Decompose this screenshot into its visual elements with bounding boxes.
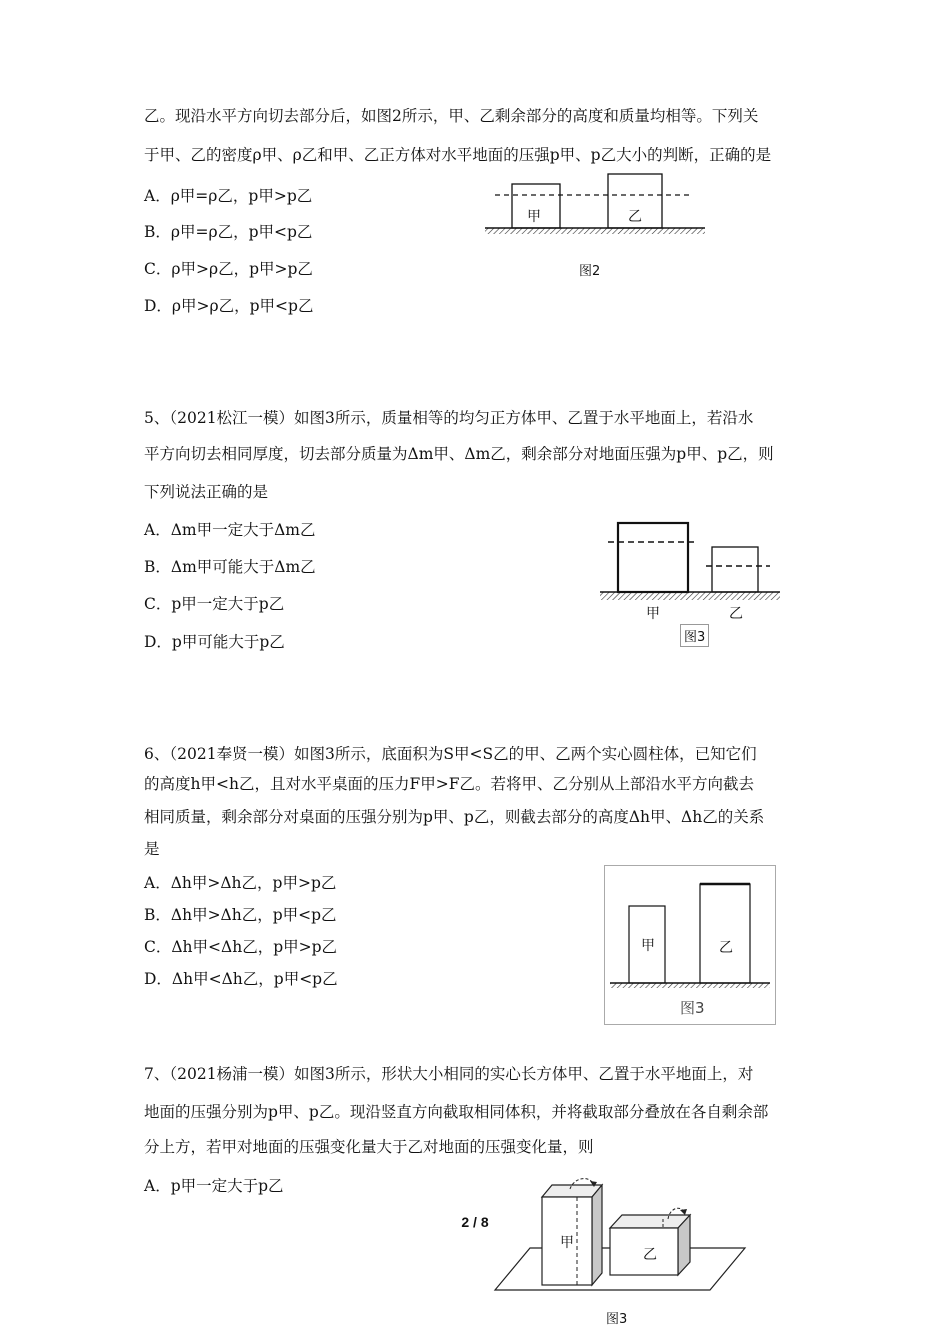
q6-option-c: C．Δh甲<Δh乙，p甲>p乙	[144, 938, 338, 956]
cylinder-yi	[700, 884, 750, 983]
q6-line-2: 的高度h甲<h乙，且对水平桌面的压力F甲>F乙。若将甲、乙分别从上部沿水平方向截去	[144, 775, 754, 793]
q6-label-yi: 乙	[719, 940, 733, 956]
q5-option-a: A．Δm甲一定大于Δm乙	[144, 521, 316, 539]
q6-line-3: 相同质量，剩余部分对桌面的压强分别为p甲、p乙，则截去部分的高度Δh甲、Δh乙的关系	[144, 808, 765, 826]
q4-label-yi: 乙	[628, 209, 642, 225]
cube-jia	[618, 523, 688, 592]
q4-line-2: 于甲、乙的密度ρ甲、ρ乙和甲、乙正方体对水平地面的压强p甲、p乙大小的判断，正确的是	[144, 146, 772, 164]
ground-hatch	[600, 592, 780, 600]
q7-figure-caption: 图3	[606, 1312, 628, 1327]
q5-line-2: 平方向切去相同厚度，切去部分质量为Δm甲、Δm乙，剩余部分对地面压强为p甲、p乙，则	[144, 445, 774, 463]
block-jia-side	[592, 1185, 602, 1285]
q4-figure-caption: 图2	[579, 264, 601, 279]
q4-option-c: C．ρ甲>ρ乙，p甲>p乙	[144, 260, 313, 278]
q7-figure	[490, 1175, 750, 1300]
q5-label-yi: 乙	[729, 606, 743, 622]
q4-figure	[480, 168, 710, 238]
q6-line-4: 是	[144, 840, 160, 858]
q5-figure-caption: 图3	[680, 624, 709, 647]
q5-line-3: 下列说法正确的是	[144, 483, 269, 501]
q5-option-b: B．Δm甲可能大于Δm乙	[144, 558, 316, 576]
q7-option-a: A．p甲一定大于p乙	[144, 1177, 284, 1195]
page-number: 2 / 8	[461, 1214, 489, 1230]
q7-label-yi: 乙	[643, 1247, 657, 1263]
q7-line-3: 分上方，若甲对地面的压强变化量大于乙对地面的压强变化量，则	[144, 1138, 594, 1156]
q5-option-c: C．p甲一定大于p乙	[144, 595, 285, 613]
q6-option-a: A．Δh甲>Δh乙，p甲>p乙	[144, 874, 337, 892]
q4-line-1: 乙。现沿水平方向切去部分后，如图2所示，甲、乙剩余部分的高度和质量均相等。下列关	[144, 107, 759, 125]
q6-option-b: B．Δh甲>Δh乙，p甲<p乙	[144, 906, 337, 924]
q6-option-d: D．Δh甲<Δh乙，p甲<p乙	[144, 970, 338, 988]
q5-line-1: 5、（2021松江一模）如图3所示，质量相等的均匀正方体甲、乙置于水平地面上，若沿水	[144, 409, 754, 427]
q7-line-1: 7、（2021杨浦一模）如图3所示，形状大小相同的实心长方体甲、乙置于水平地面上，对	[144, 1065, 754, 1083]
q6-label-jia: 甲	[641, 938, 655, 954]
q5-label-jia: 甲	[646, 606, 660, 622]
cube-yi	[712, 547, 758, 592]
q5-option-d: D．p甲可能大于p乙	[144, 633, 285, 651]
q4-option-d: D．ρ甲>ρ乙，p甲<p乙	[144, 297, 314, 315]
q7-line-2: 地面的压强分别为p甲、p乙。现沿竖直方向截取相同体积，并将截取部分叠放在各自剩余部	[144, 1103, 769, 1121]
ground-hatch	[485, 228, 705, 234]
q6-line-1: 6、（2021奉贤一模）如图3所示，底面积为S甲<S乙的甲、乙两个实心圆柱体，已知它们	[144, 745, 757, 763]
q4-option-b: B．ρ甲=ρ乙，p甲<p乙	[144, 223, 313, 241]
q4-label-jia: 甲	[527, 209, 541, 225]
q5-figure	[598, 518, 788, 608]
q4-option-a: A．ρ甲=ρ乙，p甲>p乙	[144, 187, 313, 205]
q7-label-jia: 甲	[560, 1235, 574, 1251]
q6-figure-caption: 图3	[680, 999, 705, 1017]
